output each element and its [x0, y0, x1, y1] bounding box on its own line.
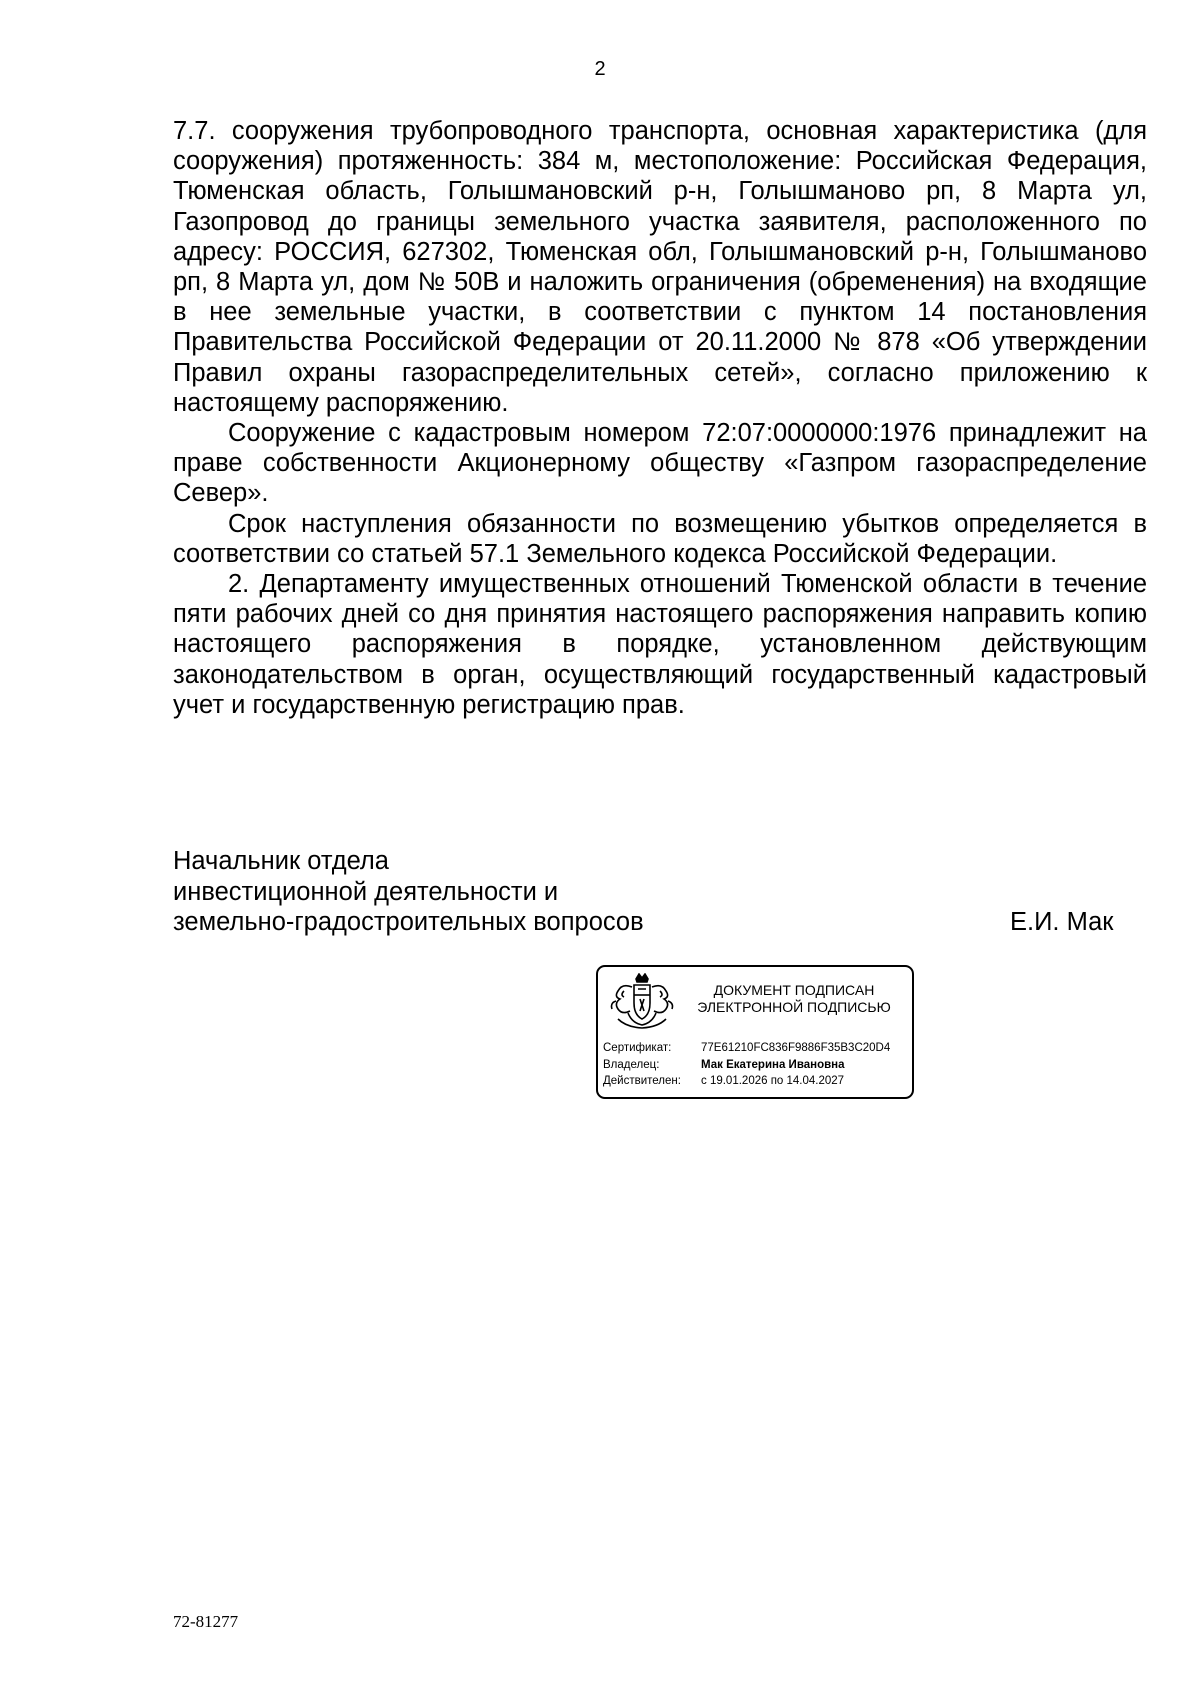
validity-label: Действителен: — [603, 1075, 681, 1087]
signatory-position-line: инвестиционной деятельности и — [173, 877, 559, 906]
certificate-value: 77E61210FC836F9886F35B3C20D4 — [701, 1042, 891, 1054]
owner-label: Владелец: — [603, 1058, 660, 1071]
signatory-name: Е.И. Мак — [1010, 908, 1114, 936]
stamp-heading — [676, 982, 912, 1016]
owner-value: Мак Екатерина Ивановна — [701, 1058, 845, 1071]
stamp-certificate-row — [603, 1040, 913, 1057]
certificate-label: Сертификат: — [603, 1042, 672, 1054]
coat-of-arms-icon — [606, 973, 678, 1031]
electronic-signature-stamp — [596, 965, 914, 1099]
paragraph-ownership: Сооружение с кадастровым номером 72:07:0000000:1976 принадлежит на праве собственности Акционерному обществу «Газпром газораспределение Север». — [173, 419, 1147, 508]
paragraph-item-2: 2. Департаменту имущественных отношений Тюменской области в течение пяти рабочих дней со дня принятия настоящего распоряжения направить копию настоящего распоряжения в порядке, установленном действующим законодательством в орган, осуществляющий государственный кадастровый учет и государственную регистрацию прав. — [173, 570, 1147, 719]
stamp-heading-line: ЭЛЕКТРОННОЙ ПОДПИСЬЮ — [697, 999, 891, 1015]
signatory-position-line: земельно-градостроительных вопросов — [173, 908, 644, 936]
signatory-position — [173, 846, 773, 938]
stamp-heading-line: ДОКУМЕНТ ПОДПИСАН — [713, 982, 875, 998]
validity-value: с 19.01.2026 по 14.04.2027 — [701, 1075, 845, 1087]
document-code: 72-81277 — [173, 1612, 239, 1631]
document-body — [173, 116, 1147, 720]
page-number: 2 — [594, 58, 606, 80]
paragraph-damages-term: Срок наступления обязанности по возмещению убытков определяется в соответствии со статьей 57.1 Земельного кодекса Российской Федерации. — [173, 509, 1147, 568]
stamp-details — [603, 1040, 913, 1090]
stamp-owner-row — [603, 1057, 913, 1074]
paragraph-item-7-7: 7.7. сооружения трубопроводного транспорта, основная характеристика (для сооружения) протяженность: 384 м, местоположение: Российская Федерация, Тюменская область, Голышмановский р-н, Голышманово рп, 8 Марта ул, Газопровод до границы земельного участка заявителя, расположенного по адресу: РОССИЯ, 627302, Тюменская обл, Голышмановский р-н, Голышманово рп, 8 Марта ул, дом № 50В и наложить ограничения (обременения) на входящие в нее земельные участки, в соответствии с пунктом 14 постановления Правительства Российской Федерации от 20.11.2000 № 878 «Об утверждении Правил охраны газораспределительных сетей», согласно приложению к настоящему распоряжению. — [173, 117, 1147, 417]
stamp-validity-row — [603, 1073, 913, 1090]
signatory-position-line: Начальник отдела — [173, 847, 389, 875]
